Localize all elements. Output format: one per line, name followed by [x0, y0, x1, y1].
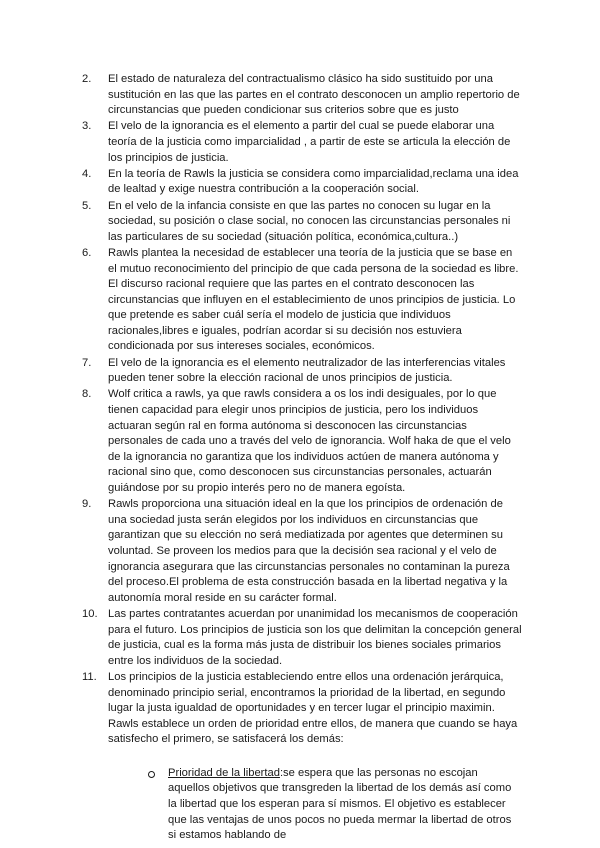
- numbered-list: [82, 72, 522, 844]
- sub-list: [108, 766, 522, 844]
- list-item: [82, 167, 522, 198]
- list-item: [82, 607, 522, 669]
- list-item-text: En el velo de la infancia consiste en que las partes no conocen su lugar en la sociedad, su posición o clase social, no conocen las circunstancias personales ni las particulares de su sociedad (situación política, económica,cultura..): [108, 199, 511, 243]
- list-number: 3.: [82, 120, 92, 133]
- list-number: 4.: [82, 167, 92, 180]
- sub-item-title: Prioridad de la libertad: [168, 766, 280, 779]
- list-item: [82, 246, 522, 355]
- list-number: 6.: [82, 246, 92, 259]
- list-number: 2.: [82, 73, 92, 85]
- list-number: 9.: [82, 498, 92, 511]
- list-item-text: El estado de naturaleza del contractualismo clásico ha sido sustituido por una sustitución en las que las partes en el contrato desconocen un amplio repertorio de circunstancias que pueden condicionar sus criterios sobre que es justo: [108, 73, 520, 117]
- list-item: [82, 356, 522, 387]
- sub-item-text: :se espera que las personas no escojan aquellos objetivos que transgreden la libertad de los demás así como la libertad que los esperan para sí mismos. El objetivo es establecer que las ventajas de unos pocos no pueda mermar la libertad de otros si estamos hablando de: [168, 766, 512, 842]
- list-item: [82, 119, 522, 166]
- list-item: [82, 199, 522, 246]
- list-item-text: Rawls proporciona una situación ideal en la que los principios de ordenación de una sociedad justa serán elegidos por los individuos en circunstancias que garantizan que su elección no será mediatizada por agentes que determinen su voluntad. Se proveen los medios para que la decisión sea racional y el velo de ignorancia asegurara que las circunstancias personales no contaminan la pureza del proceso.El problema de esta construcción basada en la libertad negativa y la autonomía moral reside en su carácter formal.: [108, 498, 510, 604]
- list-item-text: El velo de la ignorancia es el elemento a partir del cual se puede elaborar una teoría de la justicia como imparcialidad , a partir de este se articula la elección de los principios de justicia.: [108, 120, 511, 164]
- list-item-text: Rawls plantea la necesidad de establecer una teoría de la justicia que se base en el mutuo reconocimiento del principio de que cada persona de la sociedad es libre. El discurso racional requiere que las partes en el contrato desconocen las circunstancias que influyen en el establecimiento de unos principios de justicia. Lo que pretende es saber cuál sería el modelo de justicia que individuos racionales,libres e iguales, podrían acordar si su decisión nos estuviera condicionada por sus intereses sociales, económicos.: [108, 246, 519, 353]
- list-item: [82, 72, 522, 119]
- list-item: [82, 387, 522, 496]
- list-item-text: El velo de la ignorancia es el elemento neutralizador de las interferencias vitales pueden tener sobre la elección racional de unos principios de justicia.: [108, 356, 506, 385]
- list-item-text: En la teoría de Rawls la justicia se considera como imparcialidad,reclama una idea de lealtad y exige nuestra contribución a la cooperación social.: [108, 167, 519, 196]
- list-number: 10.: [82, 607, 98, 620]
- list-number: 5.: [82, 199, 92, 212]
- list-number: 8.: [82, 388, 92, 401]
- list-number: 7.: [82, 356, 92, 369]
- sub-list-item: [108, 766, 522, 844]
- list-item-text: Los principios de la justicia estableciendo entre ellos una ordenación jerárquica, denominado principio serial, encontramos la prioridad de la libertad, en segundo lugar la justa igualdad de oportunidades y en tercer lugar el principio maximin. Rawls establece un orden de prioridad entre ellos, de manera que cuando se haya satisfecho el primero, se satisfacerá los demás:: [108, 670, 518, 746]
- list-item-text: Wolf critica a rawls, ya que rawls considera a os los indi desiguales, por lo que tienen capacidad para elegir unos principios de justicia, pero los individuos actuaran según ral en forma autónoma si desconocen las circunstancias personales de cada uno a través del velo de ignorancia. Wolf haka de que el velo de la ignorancia no garantiza que los individuos actúen de manera autónoma y racional sino que, como desconocen sus circunstancias personales, actuarán guiándose por su propio interés pero no de manera egoísta.: [108, 388, 511, 494]
- list-item-text: Las partes contratantes acuerdan por unanimidad los mecanismos de cooperación para el futuro. Los principios de justicia son los que delimitan la concepción general de justicia, cual es la forma más justa de distribuir los bienes sociales primarios entre los individuos de la sociedad.: [108, 607, 522, 667]
- hollow-bullet-icon: [148, 771, 155, 778]
- list-item: [82, 497, 522, 606]
- list-number: 11.: [82, 670, 97, 683]
- list-item: [82, 670, 522, 844]
